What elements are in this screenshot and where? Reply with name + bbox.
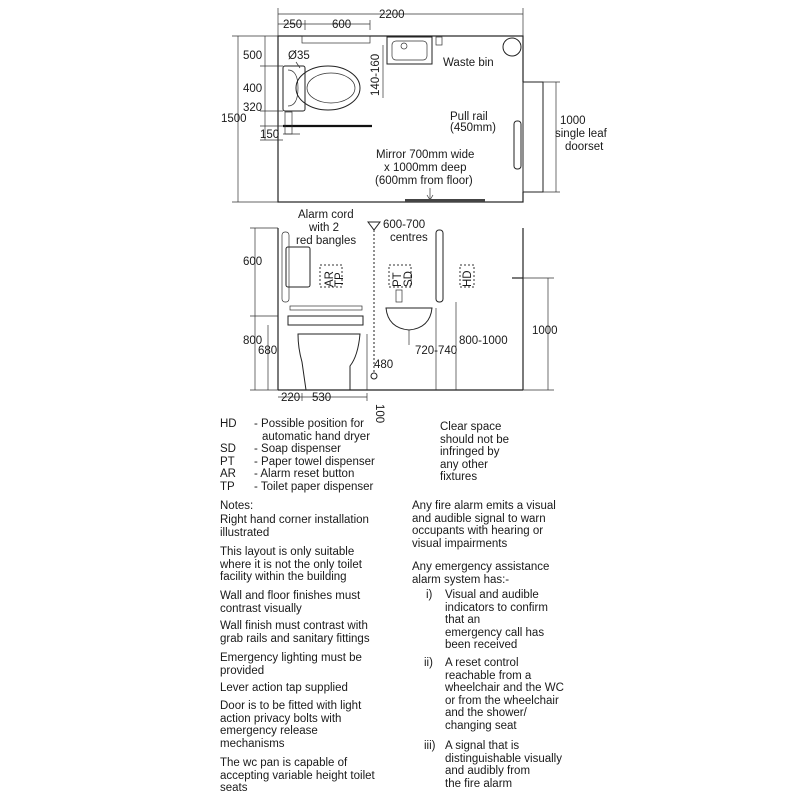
elev-centres-label: centres xyxy=(390,232,428,244)
legend-item-hd-cont: automatic hand dryer xyxy=(262,430,371,443)
fire-alarm-note: Any fire alarm emits a visual and audible signal to warn occupants with hearing or visual impairments xyxy=(412,500,556,550)
elev-alarm-cord-line2: with 2 xyxy=(309,222,340,234)
svg-text:SD: SD xyxy=(403,271,415,287)
alarm-item-iii: A signal that is distinguishable visually and audibly from the fire alarm xyxy=(445,740,562,790)
svg-text:HD: HD xyxy=(462,270,474,287)
alarm-item-ii-num: ii) xyxy=(424,657,433,669)
elev-dim-800: 800 xyxy=(243,335,263,347)
plan-mirror-line2: x 1000mm deep xyxy=(384,162,467,174)
elev-drop-down-rail xyxy=(288,316,363,325)
elev-dim-800-1000: 800-1000 xyxy=(459,335,508,347)
plan-door-doorset: doorset xyxy=(565,141,604,153)
elev-cistern xyxy=(286,247,310,287)
alarm-intro: Any emergency assistance alarm system has:- xyxy=(412,561,550,586)
elev-dim-220: 220 xyxy=(281,392,301,404)
note-2: This layout is only suitable where it is not the only toilet facility within the building xyxy=(220,546,362,584)
elev-dim-530: 530 xyxy=(312,392,332,404)
plan-dim-600: 600 xyxy=(332,19,352,31)
note-6: Lever action tap supplied xyxy=(220,682,348,694)
plan-pull-rail-label: Pull rail xyxy=(450,111,488,123)
elev-alarm-bangle xyxy=(371,373,377,379)
plan-dim-150: 150 xyxy=(260,129,280,141)
plan-dim-320: 320 xyxy=(243,102,263,114)
plan-wc-pan xyxy=(296,66,360,110)
elev-dim-480: 480 xyxy=(374,359,394,371)
elev-wc-pan xyxy=(298,334,360,390)
elev-tag-hd xyxy=(460,265,474,287)
elev-dim-100: 100 xyxy=(373,404,385,424)
legend-item-sd: SD - Soap dispenser xyxy=(220,443,341,456)
notes-title: Notes: xyxy=(220,500,254,512)
plan-waste-bin xyxy=(503,38,521,56)
legend-item-tp: TP - Toilet paper dispenser xyxy=(220,480,374,493)
note-5: Emergency lighting must be provided xyxy=(220,652,362,677)
plan-door xyxy=(523,82,543,192)
plan-pull-rail-size: (450mm) xyxy=(450,122,497,134)
note-7: Door is to be fitted with light action privacy bolts with emergency release mechanisms xyxy=(220,700,362,750)
plan-dim-total-width: 2200 xyxy=(379,9,405,21)
alarm-item-i-num: i) xyxy=(426,589,433,601)
elevation-view xyxy=(243,209,558,423)
plan-dim-500: 500 xyxy=(243,50,263,62)
plan-door-type: single leaf xyxy=(555,128,607,140)
note-4: Wall finish must contrast with grab rails and sanitary fittings xyxy=(220,620,370,645)
legend-item-ar: AR - Alarm reset button xyxy=(220,468,355,481)
plan-dim-250: 250 xyxy=(283,19,303,31)
plan-dim-diameter: Ø35 xyxy=(288,50,310,62)
elev-centres-value: 600-700 xyxy=(383,219,426,231)
legend-item-pt: PT - Paper towel dispenser xyxy=(220,455,375,468)
alarm-item-ii: A reset control reachable from a wheelchair and the WC or from the wheelchair and the shower/ changing seat xyxy=(445,657,564,732)
svg-text:PT: PT xyxy=(392,272,404,287)
legend-item-hd: HD - Possible position for xyxy=(220,418,364,430)
plan-mirror-line1: Mirror 700mm wide xyxy=(376,149,475,161)
elev-dim-680: 680 xyxy=(258,345,278,357)
note-3: Wall and floor finishes must contrast visually xyxy=(220,590,361,615)
legend xyxy=(220,418,375,494)
plan-pull-rail xyxy=(514,121,521,169)
svg-text:AR: AR xyxy=(324,271,336,287)
plan-door-width: 1000 xyxy=(560,115,586,127)
alarm-item-iii-num: iii) xyxy=(424,740,436,752)
note-8: The wc pan is capable of accepting variable height toilet seats xyxy=(220,757,375,795)
elev-tag-ar-tp xyxy=(320,265,346,287)
plan-waste-bin-label: Waste bin xyxy=(443,57,494,69)
elev-dim-720-740: 720-740 xyxy=(415,345,458,357)
plan-dim-400: 400 xyxy=(243,83,263,95)
elev-basin xyxy=(386,308,432,330)
elev-tag-pt-sd xyxy=(389,265,415,287)
svg-text:TP: TP xyxy=(334,272,346,287)
note-1: Right hand corner installation illustrated xyxy=(220,514,369,539)
elev-alarm-pull xyxy=(368,222,380,230)
plan-dim-140-160: 140-160 xyxy=(370,53,382,96)
clear-space-note: Clear space should not be infringed by any other fixtures xyxy=(440,421,510,484)
plan-mirror xyxy=(405,199,485,202)
elev-dim-600: 600 xyxy=(243,256,263,268)
elev-alarm-cord-line1: Alarm cord xyxy=(298,209,354,221)
plan-dim-1500: 1500 xyxy=(221,113,247,125)
elev-basin-grab-rail xyxy=(436,230,443,302)
plan-top-grab-rail xyxy=(302,36,370,43)
elev-alarm-cord-line3: red bangles xyxy=(296,235,357,247)
elev-dim-1000: 1000 xyxy=(532,325,558,337)
alarm-item-i: Visual and audible indicators to confirm that an emergency call has been received xyxy=(445,589,548,652)
plan-view xyxy=(221,8,608,202)
plan-mirror-line3: (600mm from floor) xyxy=(375,175,473,187)
